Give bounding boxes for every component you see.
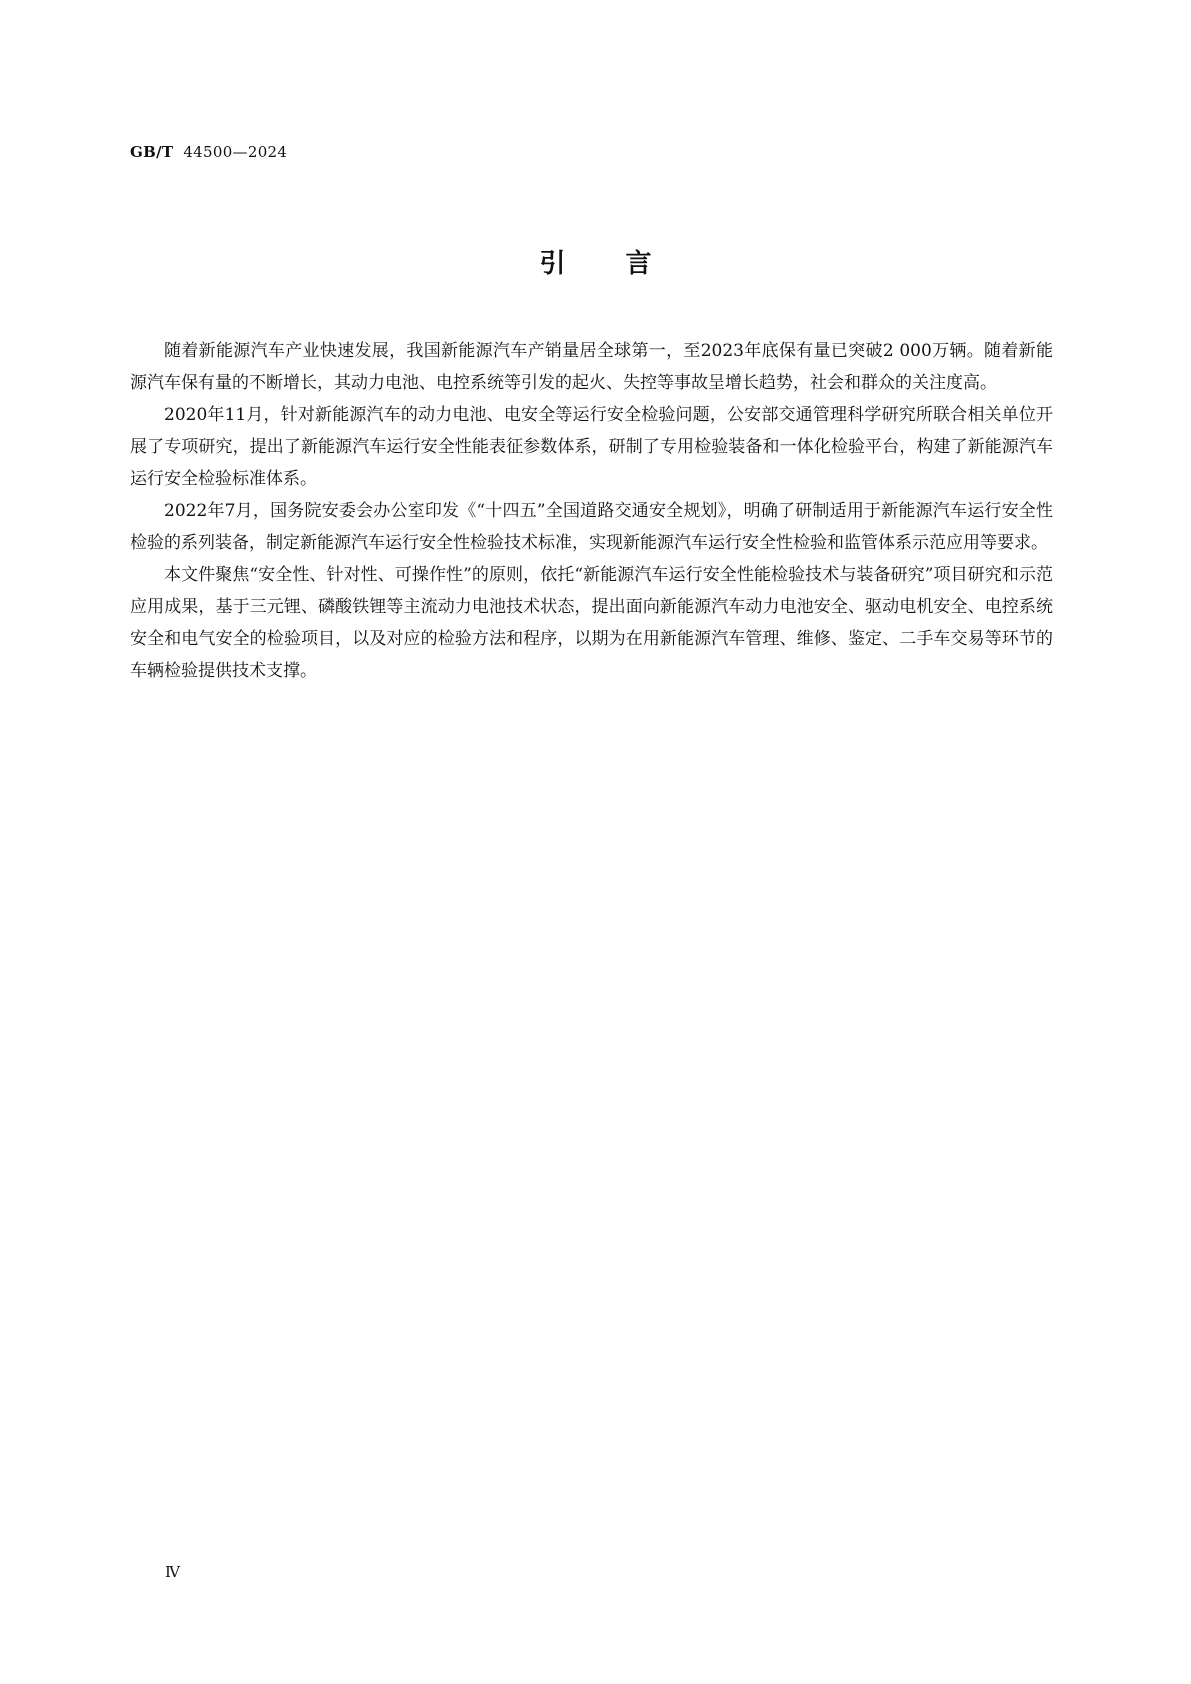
- paragraph-2: 2020年11月，针对新能源汽车的动力电池、电安全等运行安全检验问题，公安部交通管理科学研究所联合相关单位开展了专项研究，提出了新能源汽车运行安全性能表征参数体系，研制了专用检验装备和一体化检验平台，构建了新能源汽车运行安全检验标准体系。: [130, 405, 1053, 489]
- paragraph-3: 2022年7月，国务院安委会办公室印发《“十四五”全国道路交通安全规划》，明确了研制适用于新能源汽车运行安全性检验的系列装备，制定新能源汽车运行安全性检验技术标准，实现新能源汽车运行安全性检验和监管体系示范应用等要求。: [130, 501, 1053, 553]
- introduction-body: [130, 335, 1053, 687]
- standard-number: 44500—2024: [183, 143, 288, 161]
- standard-code: GB/T: [130, 143, 174, 161]
- page-title-char-1: 引: [539, 249, 566, 279]
- page-number: Ⅳ: [165, 1563, 180, 1581]
- page-title: [0, 247, 1191, 281]
- paragraph-1: 随着新能源汽车产业快速发展，我国新能源汽车产销量居全球第一，至2023年底保有量已突破2 000万辆。随着新能源汽车保有量的不断增长，其动力电池、电控系统等引发的起火、失控等事故呈增长趋势，社会和群众的关注度高。: [130, 341, 1053, 393]
- paragraph-4: 本文件聚焦“安全性、针对性、可操作性”的原则，依托“新能源汽车运行安全性能检验技术与装备研究”项目研究和示范应用成果，基于三元锂、磷酸铁锂等主流动力电池技术状态，提出面向新能源汽车动力电池安全、驱动电机安全、电控系统安全和电气安全的检验项目，以及对应的检验方法和程序，以期为在用新能源汽车管理、维修、鉴定、二手车交易等环节的车辆检验提供技术支撑。: [130, 565, 1053, 681]
- page-title-char-2: 言: [625, 249, 652, 279]
- standard-header: [130, 143, 287, 161]
